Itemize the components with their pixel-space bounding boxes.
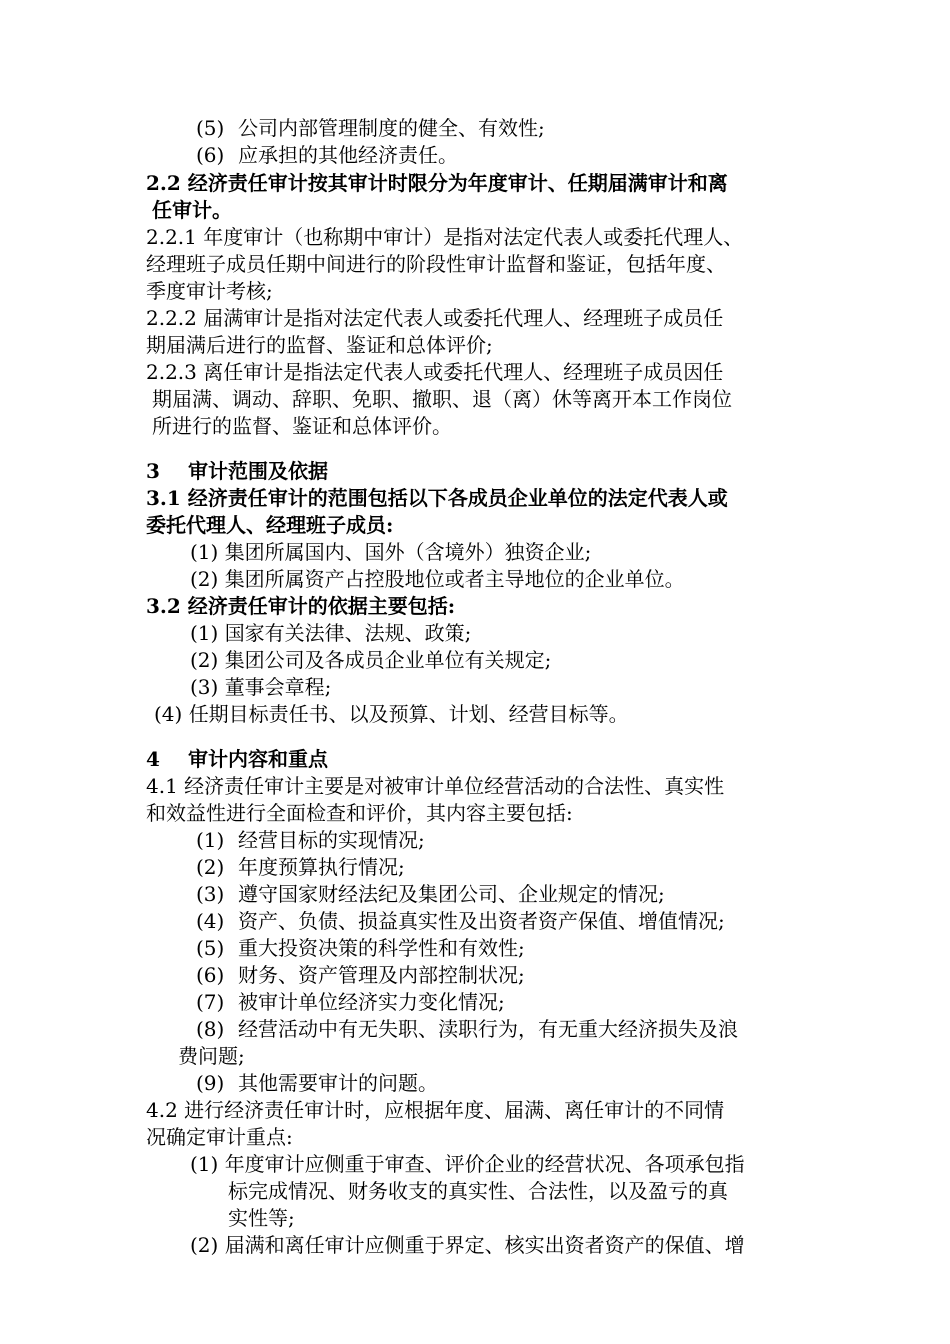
list-item	[196, 935, 525, 962]
paragraph-line: 期届满后进行的监督、鉴证和总体评价;	[146, 333, 493, 357]
list-number: (2)	[196, 855, 225, 879]
paragraph-line: 季度审计考核;	[146, 279, 273, 303]
paragraph-line: 况确定审计重点:	[146, 1125, 293, 1149]
chapter-heading	[146, 458, 328, 485]
list-item	[196, 962, 525, 989]
list-number: (5)	[196, 116, 225, 140]
list-item	[196, 881, 665, 908]
list-item: (2) 集团公司及各成员企业单位有关规定;	[190, 648, 552, 672]
paragraph-line: 2.2.3 离任审计是指法定代表人或委托代理人、经理班子成员因任	[146, 360, 724, 384]
list-number: (9)	[196, 1071, 225, 1095]
list-item	[196, 115, 545, 142]
list-number: (8)	[196, 1017, 225, 1041]
section-heading: 3.2 经济责任审计的依据主要包括:	[146, 594, 456, 618]
list-text: 经营活动中有无失职、渎职行为，有无重大经济损失及浪	[238, 1017, 738, 1041]
list-number: (5)	[196, 936, 225, 960]
list-text: 被审计单位经济实力变化情况;	[238, 990, 505, 1014]
list-text: 财务、资产管理及内部控制状况;	[238, 963, 525, 987]
list-number: (4)	[196, 909, 225, 933]
paragraph-line: 和效益性进行全面检查和评价，其内容主要包括:	[146, 801, 573, 825]
list-item	[196, 1016, 738, 1043]
list-text: 经营目标的实现情况;	[238, 828, 425, 852]
list-text: 重大投资决策的科学性和有效性;	[238, 936, 525, 960]
list-item: (2) 届满和离任审计应侧重于界定、核实出资者资产的保值、增	[190, 1233, 745, 1257]
paragraph-line: 4.1 经济责任审计主要是对被审计单位经营活动的合法性、真实性	[146, 774, 725, 798]
list-item-continued: 实性等;	[228, 1206, 295, 1230]
section-heading-continued: 任审计。	[152, 198, 232, 222]
chapter-title: 审计范围及依据	[188, 459, 328, 483]
list-item	[196, 908, 725, 935]
list-text: 资产、负债、损益真实性及出资者资产保值、增值情况;	[238, 909, 725, 933]
section-heading-continued: 委托代理人、经理班子成员:	[146, 513, 394, 537]
paragraph-line: 2.2.1 年度审计（也称期中审计）是指对法定代表人或委托代理人、	[146, 225, 744, 249]
paragraph-line: 经理班子成员任期中间进行的阶段性审计监督和鉴证，包括年度、	[146, 252, 726, 276]
list-item: (2) 集团所属资产占控股地位或者主导地位的企业单位。	[190, 567, 685, 591]
chapter-title: 审计内容和重点	[188, 747, 328, 771]
list-item-continued: 标完成情况、财务收支的真实性、合法性，以及盈亏的真	[228, 1179, 728, 1203]
chapter-number: 3	[146, 459, 160, 483]
list-number: (1)	[196, 828, 225, 852]
list-text: 年度预算执行情况;	[238, 855, 405, 879]
paragraph-line: 期届满、调动、辞职、免职、撤职、退（离）休等离开本工作岗位	[152, 387, 732, 411]
list-item: (1) 集团所属国内、国外（含境外）独资企业;	[190, 540, 592, 564]
list-item	[196, 142, 458, 169]
paragraph-line: 所进行的监督、鉴证和总体评价。	[152, 414, 452, 438]
chapter-heading	[146, 746, 328, 773]
list-text: 应承担的其他经济责任。	[238, 143, 458, 167]
list-item	[196, 827, 425, 854]
list-item	[196, 1070, 438, 1097]
list-item: (1) 国家有关法律、法规、政策;	[190, 621, 472, 645]
list-text: 遵守国家财经法纪及集团公司、企业规定的情况;	[238, 882, 665, 906]
list-number: (7)	[196, 990, 225, 1014]
list-item	[196, 854, 405, 881]
list-item	[196, 989, 505, 1016]
list-item: (4) 任期目标责任书、以及预算、计划、经营目标等。	[154, 702, 629, 726]
list-number: (3)	[196, 882, 225, 906]
section-heading: 2.2 经济责任审计按其审计时限分为年度审计、任期届满审计和离	[146, 171, 728, 195]
list-number: (6)	[196, 963, 225, 987]
section-heading: 3.1 经济责任审计的范围包括以下各成员企业单位的法定代表人或	[146, 486, 728, 510]
list-item: (3) 董事会章程;	[190, 675, 332, 699]
list-item-continued: 费问题;	[178, 1044, 245, 1068]
list-number: (6)	[196, 143, 225, 167]
paragraph-line: 4.2 进行经济责任审计时，应根据年度、届满、离任审计的不同情	[146, 1098, 725, 1122]
paragraph-line: 2.2.2 届满审计是指对法定代表人或委托代理人、经理班子成员任	[146, 306, 724, 330]
list-text: 公司内部管理制度的健全、有效性;	[238, 116, 545, 140]
list-text: 其他需要审计的问题。	[238, 1071, 438, 1095]
chapter-number: 4	[146, 747, 160, 771]
list-item: (1) 年度审计应侧重于审查、评价企业的经营状况、各项承包指	[190, 1152, 745, 1176]
